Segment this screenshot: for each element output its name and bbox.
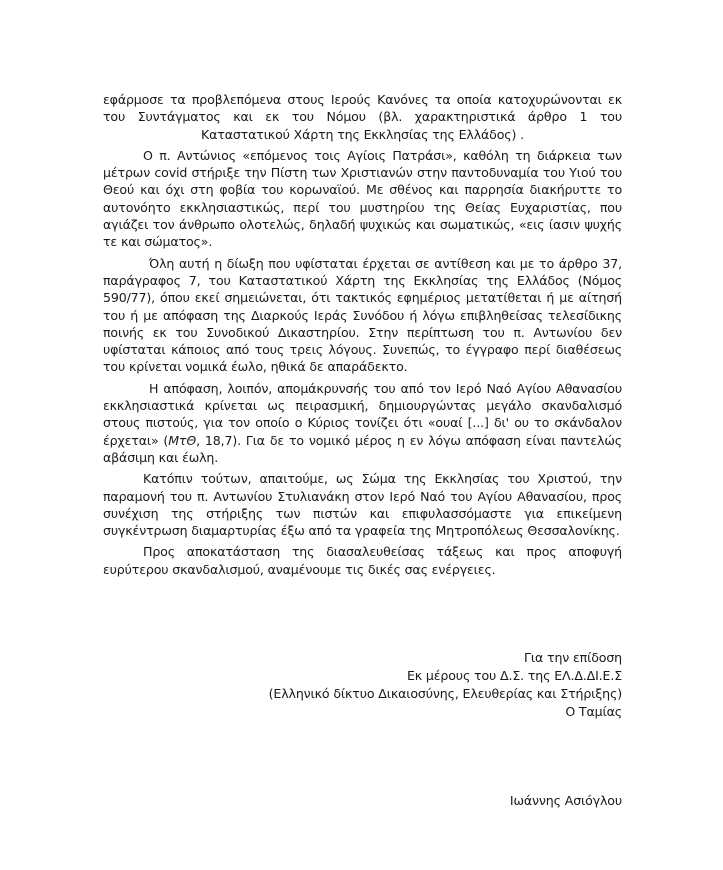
paragraph-3: Όλη αυτή η δίωξη που υφίσταται έρχεται σε αντίθεση και με το άρθρο 37, παράγραφος 7, του Καταστατικού Χάρτη της Εκκλησίας της Ελλάδος (Νόμος 590/77), όπου εκεί σημειώνεται, ότι τακτικός εφημέριος μετατίθεται ή με αίτησή του ή με απόφαση της Διαρκούς Ιεράς Συνόδου ή λόγω επιβληθείσας τελεσίδικης ποινής εκ του Συνοδικού Δικαστηρίου. Στην περίπτωση του π. Αντωνίου δεν υφίσταται κάποιος από τους τρεις λόγους. Συνεπώς, το έγγραφο περί διαθέσεως του κρίνεται νομικά έωλο, ηθικά δε απαράδεκτο. — [103, 255, 622, 375]
bible-citation: ΜτΘ — [168, 432, 197, 448]
signature-line-organization: (Ελληνικό δίκτυο Δικαιοσύνης, Ελευθερίας και Στήριξης) — [268, 686, 622, 701]
paragraph-6: Προς αποκατάσταση της διασαλευθείσας τάξεως και προς αποφυγή ευρύτερου σκανδαλισμού, αναμένουμε τις δικές σας ενέργειες. — [103, 544, 622, 577]
signer-name: Ιωάννης Ασιόγλου — [509, 793, 622, 808]
signature-line-delivery: Για την επίδοση — [524, 650, 622, 665]
signature-block — [269, 649, 622, 721]
paragraph-4-text: Η απόφαση, λοιπόν, απομάκρυνσής του από τον Ιερό Ναό Αγίου Αθανασίου εκκλησιαστικά κρίνεται ως πειρασμική, δημιουργώντας μεγάλο σκανδαλισμό στους πιστούς, για τον οποίο ο Κύριος τονίζει ότι «ουαί [...] δι' ου το σκάνδαλον έρχεται» ( — [103, 380, 622, 448]
paragraph-4-text-end: , 18,7). Για δε το νομικό μέρος η εν λόγω απόφαση είναι παντελώς αβάσιμη και έωλη. — [103, 432, 622, 465]
paragraph-5: Κατόπιν τούτων, απαιτούμε, ως Σώμα της Εκκλησίας του Χριστού, την παραμονή του π. Αντωνίου Στυλιανάκη στον Ιερό Ναό του Αγίου Αθανασίου, προς συνέχιση της στήριξης των πιστών και επιφυλασσόμαστε για επικείμενη συγκέντρωση διαμαρτυρίας έξω από τα γραφεία της Μητροπόλεως Θεσσαλονίκης. — [103, 471, 622, 539]
paragraph-2: Ο π. Αντώνιος «επόμενος τοις Αγίοις Πατράσι», καθόλη τη διάρκεια των μέτρων covid στήριξε την Πίστη των Χριστιανών στην παντοδυναμία του Υιού του Θεού και όχι στη φοβία του κορωναϊού. Με σθένος και παρρησία διακήρυττε το αυτονόητο εκκλησιαστικώς, περί του μυστηρίου της Θείας Ευχαριστίας, που αγιάζει τον άνθρωπο ολοτελώς, δηλαδή ψυχικώς και σωματικώς, «εις ίασιν ψυχής τε και σώματος». — [103, 147, 622, 250]
document-body — [103, 91, 622, 582]
paragraph-1: εφάρμοσε τα προβλεπόμενα στους Ιερούς Κανόνες τα οποία κατοχυρώνονται εκ του Συντάγματος και εκ του Νόμου (βλ. χαρακτηριστικά άρθρο 1 του Καταστατικού Χάρτη της Εκκλησίας της Ελλάδος) . — [103, 92, 622, 142]
paragraph-4 — [103, 380, 622, 466]
signature-line-role: Ο Ταμίας — [565, 704, 622, 719]
signature-line-board: Εκ μέρους του Δ.Σ. της ΕΛ.Δ.ΔΙ.Ε.Σ — [406, 668, 622, 683]
